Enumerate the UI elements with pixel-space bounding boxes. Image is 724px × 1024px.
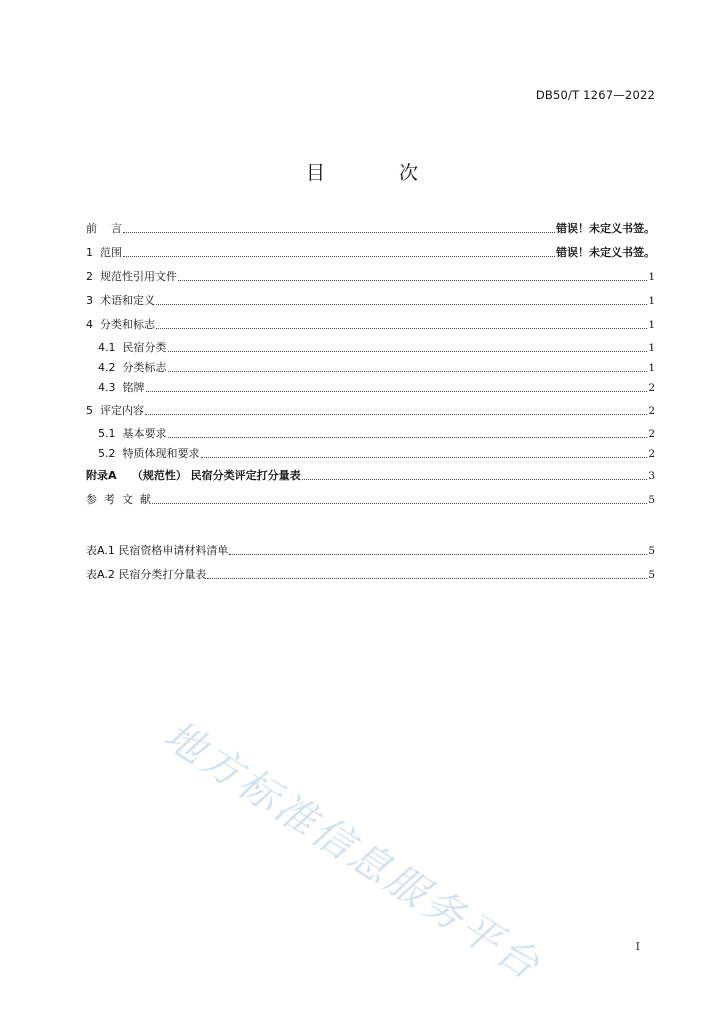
toc-entry-label: 前 言: [86, 222, 122, 235]
toc-entry-label: 4.1 民宿分类: [98, 341, 167, 354]
toc-entry-foreword[interactable]: [86, 218, 655, 236]
toc-entry-label: 5.1 基本要求: [98, 427, 167, 440]
toc-entry-page: 2: [648, 405, 655, 417]
dot-leader: [207, 578, 647, 579]
toc-entry-label: 5 评定内容: [86, 404, 144, 417]
toc-entry-page: 1: [648, 271, 655, 283]
toc-entry-page: 错误！未定义书签。: [556, 246, 655, 259]
toc-entry-evaluation[interactable]: [86, 400, 655, 418]
dot-leader: [145, 414, 647, 415]
dot-leader: [168, 351, 648, 352]
toc-entry-label: 4.3 铭牌: [98, 381, 145, 394]
table-list-page: 5: [648, 545, 655, 557]
toc-entry-page: 2: [648, 382, 655, 394]
table-list-label: 表A.1 民宿资格申请材料清单: [86, 544, 229, 557]
toc-entry-page: 错误！未定义书签。: [556, 222, 655, 235]
dot-leader: [178, 280, 647, 281]
toc-entry-bibliography[interactable]: [86, 489, 655, 507]
watermark: 地方标准信息服务平台: [155, 712, 550, 991]
toc-entry-page: 1: [648, 295, 655, 307]
toc-entry-5-2[interactable]: [86, 443, 655, 461]
toc-entry-label: 2 规范性引用文件: [86, 270, 177, 283]
toc-entry-appendix-a[interactable]: [86, 465, 655, 483]
dot-leader: [156, 328, 647, 329]
dot-leader: [146, 391, 648, 392]
table-list-label: 表A.2 民宿分类打分量表: [86, 568, 207, 581]
toc-entry-5-1[interactable]: [86, 423, 655, 441]
toc-entry-label: 4.2 分类标志: [98, 361, 167, 374]
toc-entry-classification[interactable]: [86, 314, 655, 332]
dot-leader: [152, 503, 647, 504]
dot-leader: [229, 554, 647, 555]
toc-entry-label: 5.2 特质体现和要求: [98, 447, 200, 460]
toc-entry-normative-references[interactable]: [86, 266, 655, 284]
toc-entry-page: 3: [648, 470, 655, 482]
toc-entry-page: 5: [648, 494, 655, 506]
dot-leader: [156, 304, 647, 305]
toc-entry-4-3[interactable]: [86, 377, 655, 395]
toc-entry-terms[interactable]: [86, 290, 655, 308]
dot-leader: [201, 457, 648, 458]
dot-leader: [168, 371, 648, 372]
standard-number: DB50/T 1267—2022: [535, 88, 655, 102]
toc-entry-4-1[interactable]: [86, 337, 655, 355]
table-list-page: 5: [648, 569, 655, 581]
table-list-entry-a1[interactable]: [86, 540, 655, 558]
toc-entry-label: 附录A （规范性） 民宿分类评定打分量表: [86, 469, 301, 482]
dot-leader: [168, 437, 648, 438]
toc-entry-page: 1: [648, 362, 655, 374]
page-number: I: [635, 940, 640, 953]
page-title: 目 次: [305, 162, 453, 184]
toc-entry-scope[interactable]: [86, 242, 655, 260]
dot-leader: [123, 232, 555, 233]
table-list-entry-a2[interactable]: [86, 564, 655, 582]
toc-entry-label: 4 分类和标志: [86, 318, 155, 331]
dot-leader: [123, 256, 555, 257]
toc-entry-4-2[interactable]: [86, 357, 655, 375]
toc-entry-label: 参 考 文 献: [86, 493, 151, 506]
toc-entry-label: 3 术语和定义: [86, 294, 155, 307]
dot-leader: [302, 479, 648, 480]
toc-entry-page: 1: [648, 319, 655, 331]
toc-entry-label: 1 范围: [86, 246, 122, 259]
toc-entry-page: 2: [648, 428, 655, 440]
toc-entry-page: 2: [648, 448, 655, 460]
toc-entry-page: 1: [648, 342, 655, 354]
